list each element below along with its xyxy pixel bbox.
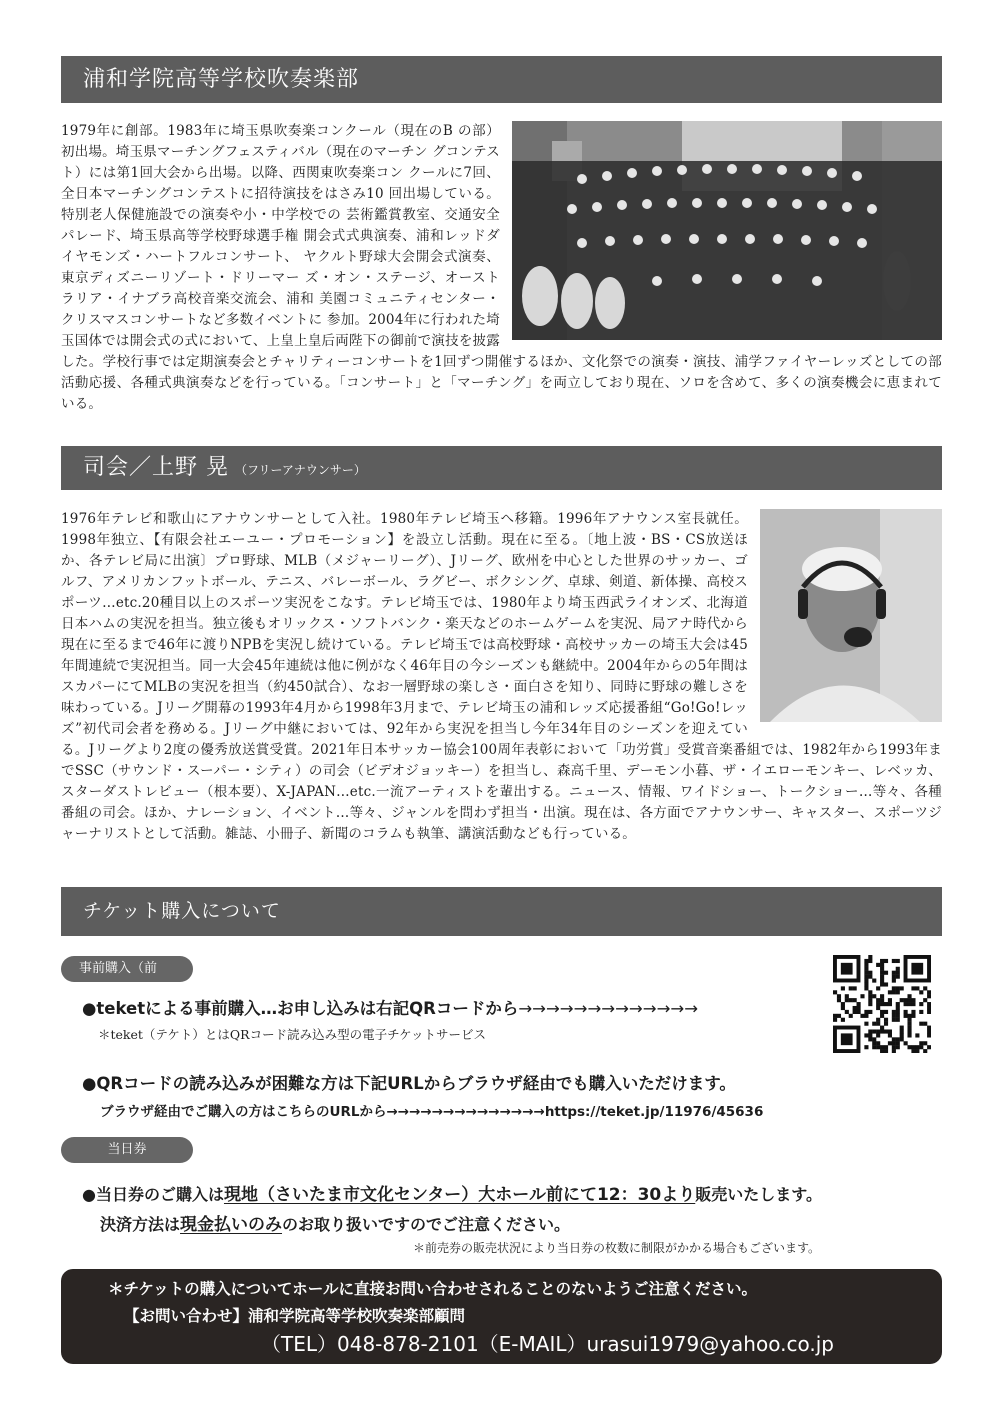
payment-cash-only: 現金払いのみ (180, 1215, 283, 1235)
section-band-ticket (61, 887, 942, 936)
payment-text-c: のお取り扱いですのでご注意ください。 (282, 1215, 571, 1234)
band-section-title: 浦和学院高等学校吹奏楽部 (83, 67, 360, 92)
mc-section-body (61, 509, 942, 845)
door-ticket-note: ＊前売券の販売状況により当日券の枚数に制限がかかる場合もございます。 (413, 1241, 821, 1255)
qr-code[interactable] (833, 955, 931, 1053)
advance-purchase-text: ●teketによる事前購入…お申し込みは右記QRコードから (82, 999, 519, 1018)
mc-section-subtitle: （フリーアナウンサー） (235, 463, 366, 477)
payment-line (100, 1210, 570, 1235)
announcer-photo-image (760, 509, 942, 722)
browser-purchase-line: ●QRコードの読み込みが困難な方は下記URLからブラウザ経由でも購入いただけます。 (82, 1074, 736, 1093)
section-band-mc (61, 446, 942, 490)
browser-url-line[interactable]: ブラウザ経由でご購入の方はこちらのURLから→→→→→→→→→→→→→→https://teket.jp/11976/45636 (100, 1104, 764, 1120)
band-section-text: 1979年に創部。1983年に埼玉県吹奏楽コンクール（現在のB の部）初出場。埼玉県マーチングフェスティバル（現在のマーチン グコンテスト）には第1回大会から出場。以降、西関東吹奏楽コン クールに7回、全日本マーチングコンテストに招待演技をはさみ10 回出場している。特別老人保健施設での演奏や小・中学校での 芸術鑑賞教室、交通安全パレード、埼玉県高等学校野球選手権 開会式式典演奏、浦和レッドダイヤモンズ・ハートフルコンサート、 ヤクルト野球大会開会式演奏、東京ディズニーリゾート・ドリーマー ズ・オン・ステージ、オーストラリア・イナブラ高校音楽交流会、浦和 美園コミュニティセンター・クリスマスコンサートなど多数イベントに 参加。2004年に行われた埼玉国体では開会式の式において、上皇上皇后両陛下の御前で演技を披露した。学校行事では定期演奏会とチャリティーコンサートを1回ずつ開催するほか、文化祭での演奏・演技、浦学ファイヤーレッズとしての部活動応援、各種式典演奏などを行っている。「コンサート」と「マーチング」を両立しており現在、ソロを含めて、多くの演奏機会に恵まれている。 (61, 123, 942, 412)
door-ticket-text-c: 販売いたします。 (695, 1185, 822, 1204)
contact-warning: ＊チケットの購入についてホールに直接お問い合わせされることのないようご注意ください。 (108, 1280, 757, 1298)
mc-section-text: 1976年テレビ和歌山にアナウンサーとして入社。1980年テレビ埼玉へ移籍。1996年アナウンス室長就任。1998年独立、【有限会社エーユー・プロモーション】を設立し活動。現在に至る。〔地上波・BS・CS放送ほか、各テレビ局に出演〕プロ野球、MLB（メジャーリーグ）、Jリーグ、欧州を中心とした世界のサッカー、ゴルフ、アメリカンフットボール、テニス、バレーボール、ラグビー、ボクシング、卓球、剣道、新体操、高校スポーツ…etc.20種目以上のスポーツ実況をこなす。テレビ埼玉では、1980年より埼玉西武ライオンズ、北海道日本ハムの実況を担当。独立後もオリックス・ソフトバンク・楽天などのホームゲームを実況、局アナ時代から現在に至るまで46年に渡りNPBを実況し続けている。テレビ埼玉では高校野球・高校サッカーの埼玉大会は45年間連続で実況担当。同一大会45年連続は他に例がなく46年目の今シーズンも継続中。2004年からの5年間はスカパーにてMLBの実況を担当（約450試合）、なお一層野球の楽しさ・面白さを知り、同時に野球の難しさを味わっている。Jリーグ開幕の1993年4月から1998年3月まで、テレビ埼玉の浦和レッズ応援番組“Go!Go!レッズ”初代司会者を務める。Jリーグ中継においては、92年から実況を担当し今年34年目のシーズンを迎えている。Jリーグより2度の優秀放送賞受賞。2021年日本サッカー協会100周年表彰において「功労賞」受賞音楽番組では、1982年から1993年までSSC（サウンド・スーパー・シティ）の司会（ビデオジョッキー）を担当し、森高千里、デーモン小暮、ザ・イエローモンキー、レベッカ、スターダストレビュー（根本要）、X-JAPAN…etc.一流アーティストを輩出する。ニュース、情報、ワイドショー、トークショー…等々、各種番組の司会。ほか、ナレーション、イベント…等々、ジャンルを問わず担当・出演。現在は、各方面でアナウンサー、キャスター、スポーツジャーナリストとして活動。雑誌、小冊子、新聞のコラムも執筆、講演活動なども行っている。 (61, 511, 942, 842)
ticket-section-title: チケット購入について (83, 900, 281, 922)
door-ticket-location: 現地（さいたま市文化センター）大ホール前にて12：30より (223, 1185, 696, 1205)
door-ticket-label: 当日券 (61, 1137, 193, 1163)
contact-tel-email[interactable]: （TEL）048-878-2101（E-MAIL）urasui1979@yahoo.co.jp (261, 1332, 834, 1356)
teket-note: ＊teket（テケト）とはQRコード読み込み型の電子チケットサービス (98, 1027, 486, 1042)
payment-text-a: 決済方法は (100, 1215, 181, 1234)
section-band-band (61, 56, 942, 103)
qr-code-image[interactable] (833, 955, 931, 1053)
contact-box (61, 1269, 942, 1364)
door-ticket-text-a: ●当日券のご購入は (82, 1185, 224, 1204)
advance-arrows: →→→→→→→→→→→→→ (518, 999, 699, 1018)
band-group-photo (512, 121, 942, 340)
advance-purchase-label: 事前購入（前売） (61, 956, 193, 982)
mc-section-title: 司会／上野 晃 (83, 455, 229, 480)
band-photo-image (512, 121, 942, 340)
announcer-photo (760, 509, 942, 722)
advance-purchase-line (82, 995, 698, 1019)
contact-inquiry: 【お問い合わせ】浦和学院高等学校吹奏楽部顧問 (124, 1307, 466, 1325)
band-section-body (61, 121, 942, 415)
door-ticket-line (82, 1180, 822, 1205)
